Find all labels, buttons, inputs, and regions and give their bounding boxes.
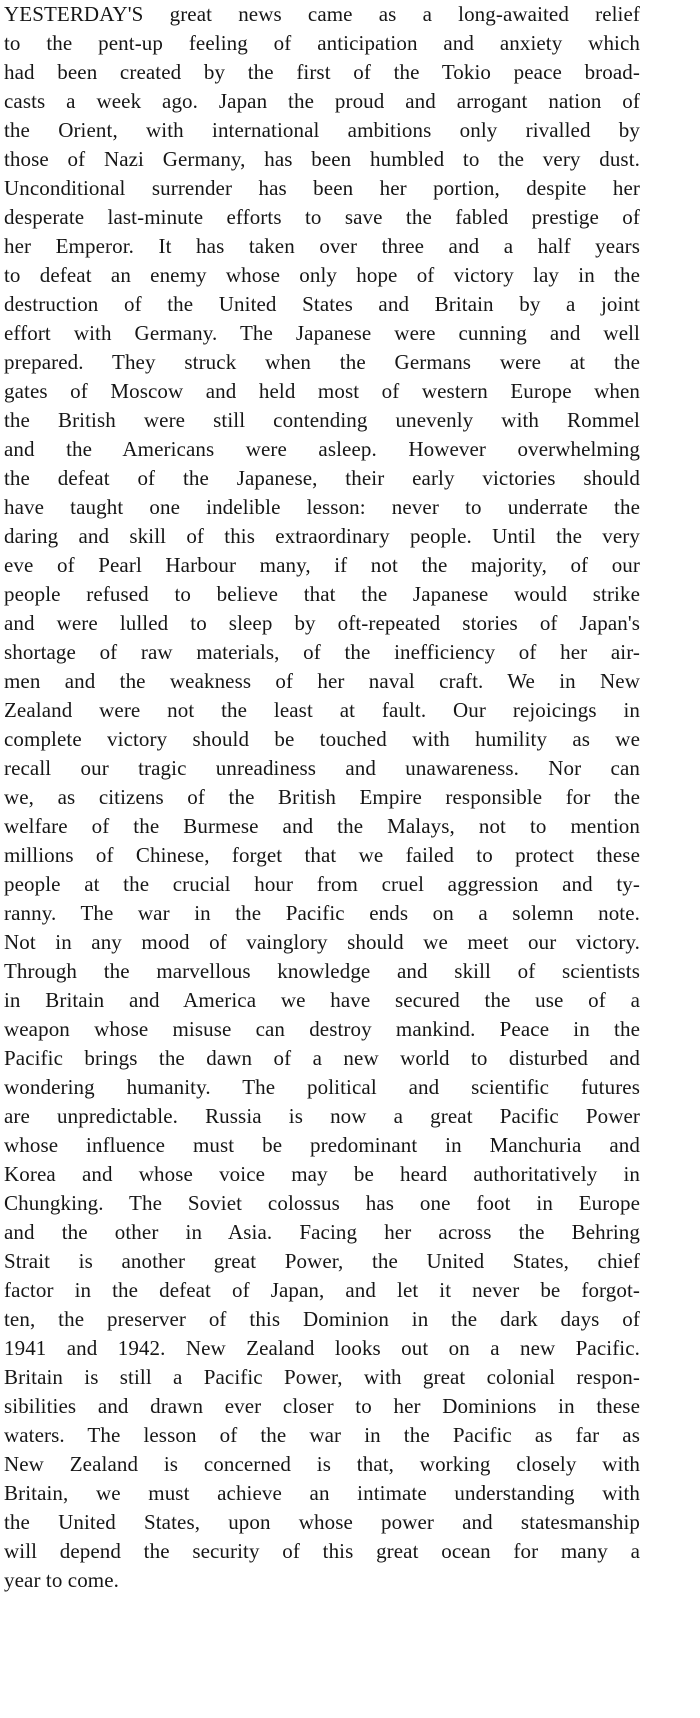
- text-line: whose influence must be predominant in Manchuria and: [4, 1133, 640, 1157]
- text-line: wondering humanity. The political and scientific futures: [4, 1075, 640, 1099]
- text-line: those of Nazi Germany, has been humbled to the very dust.: [4, 147, 640, 171]
- text-line: ranny. The war in the Pacific ends on a solemn note.: [4, 901, 640, 925]
- text-line: sibilities and drawn ever closer to her Dominions in these: [4, 1394, 640, 1418]
- text-line: the United States, upon whose power and statesmanship: [4, 1510, 640, 1534]
- text-line: waters. The lesson of the war in the Pacific as far as: [4, 1423, 640, 1447]
- text-line: in Britain and America we have secured the use of a: [4, 988, 640, 1012]
- text-line: to defeat an enemy whose only hope of victory lay in the: [4, 263, 640, 287]
- text-line: millions of Chinese, forget that we failed to protect these: [4, 843, 640, 867]
- text-line: her Emperor. It has taken over three and a half years: [4, 234, 640, 258]
- text-line: daring and skill of this extraordinary people. Until the very: [4, 524, 640, 548]
- text-line: Unconditional surrender has been her portion, despite her: [4, 176, 640, 200]
- text-line: Not in any mood of vainglory should we meet our victory.: [4, 930, 640, 954]
- text-line: and the other in Asia. Facing her across the Behring: [4, 1220, 640, 1244]
- text-line: to the pent-up feeling of anticipation and anxiety which: [4, 31, 640, 55]
- text-line: recall our tragic unreadiness and unawareness. Nor can: [4, 756, 640, 780]
- text-line: will depend the security of this great ocean for many a: [4, 1539, 640, 1563]
- text-line: shortage of raw materials, of the inefficiency of her air-: [4, 640, 640, 664]
- text-line: prepared. They struck when the Germans were at the: [4, 350, 640, 374]
- text-line: casts a week ago. Japan the proud and arrogant nation of: [4, 89, 640, 113]
- text-line: Strait is another great Power, the United States, chief: [4, 1249, 640, 1273]
- text-line: destruction of the United States and Britain by a joint: [4, 292, 640, 316]
- text-line: have taught one indelible lesson: never to underrate the: [4, 495, 640, 519]
- text-line: the Orient, with international ambitions only rivalled by: [4, 118, 640, 142]
- text-line: complete victory should be touched with humility as we: [4, 727, 640, 751]
- text-line: desperate last-minute efforts to save the fabled prestige of: [4, 205, 640, 229]
- text-line: are unpredictable. Russia is now a great Pacific Power: [4, 1104, 640, 1128]
- text-line: Through the marvellous knowledge and skill of scientists: [4, 959, 640, 983]
- text-line: and were lulled to sleep by oft-repeated stories of Japan's: [4, 611, 640, 635]
- text-line: Zealand were not the least at fault. Our rejoicings in: [4, 698, 640, 722]
- text-line: Korea and whose voice may be heard authoritatively in: [4, 1162, 640, 1186]
- text-line: men and the weakness of her naval craft. We in New: [4, 669, 640, 693]
- text-line: the British were still contending unevenly with Rommel: [4, 408, 640, 432]
- text-line: Chungking. The Soviet colossus has one foot in Europe: [4, 1191, 640, 1215]
- text-line: people at the crucial hour from cruel aggression and ty-: [4, 872, 640, 896]
- text-line: the defeat of the Japanese, their early victories should: [4, 466, 640, 490]
- text-line: eve of Pearl Harbour many, if not the majority, of our: [4, 553, 640, 577]
- text-line: gates of Moscow and held most of western Europe when: [4, 379, 640, 403]
- text-line: 1941 and 1942. New Zealand looks out on a new Pacific.: [4, 1336, 640, 1360]
- text-line-last: year to come.: [4, 1568, 119, 1592]
- text-line: had been created by the first of the Tokio peace broad-: [4, 60, 640, 84]
- text-line: factor in the defeat of Japan, and let it never be forgot-: [4, 1278, 640, 1302]
- text-line: Britain is still a Pacific Power, with great colonial respon-: [4, 1365, 640, 1389]
- text-line: we, as citizens of the British Empire responsible for the: [4, 785, 640, 809]
- text-line: weapon whose misuse can destroy mankind. Peace in the: [4, 1017, 640, 1041]
- text-line: and the Americans were asleep. However overwhelming: [4, 437, 640, 461]
- text-line: ten, the preserver of this Dominion in the dark days of: [4, 1307, 640, 1331]
- text-line: YESTERDAY'S great news came as a long-awaited relief: [4, 2, 640, 26]
- editorial-article: [4, 0, 640, 1595]
- text-line: welfare of the Burmese and the Malays, not to mention: [4, 814, 640, 838]
- text-line: effort with Germany. The Japanese were cunning and well: [4, 321, 640, 345]
- text-line: Britain, we must achieve an intimate understanding with: [4, 1481, 640, 1505]
- text-line: Pacific brings the dawn of a new world to disturbed and: [4, 1046, 640, 1070]
- text-line: people refused to believe that the Japanese would strike: [4, 582, 640, 606]
- text-line: New Zealand is concerned is that, working closely with: [4, 1452, 640, 1476]
